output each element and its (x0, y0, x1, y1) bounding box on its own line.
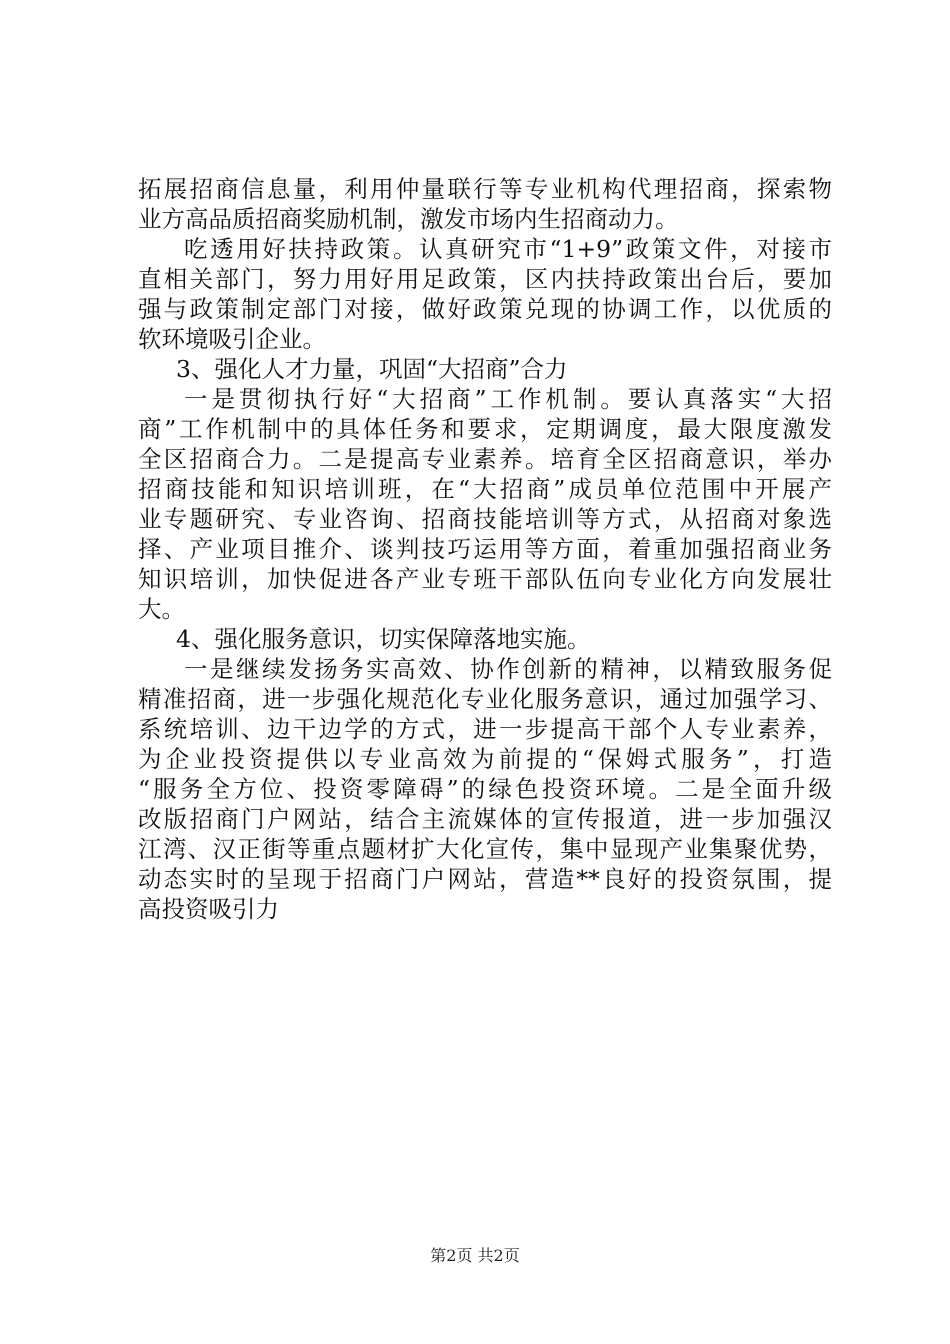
section-heading: 3、强化人才力量，巩固“大招商”合力 (176, 355, 568, 383)
paragraph-first-line: 一是继续发扬务实高效、协作创新的精神，以精致服务促 (184, 655, 832, 683)
text-line: 直相关部门，努力用好用足政策，区内扶持政策出台后，要加 (138, 265, 832, 293)
text-line: 业方高品质招商奖励机制，激发市场内生招商动力。 (138, 205, 679, 233)
text-line: 动态实时的呈现于招商门户网站，营造**良好的投资氛围，提 (138, 865, 832, 893)
text-line: 大。 (138, 595, 185, 623)
text-line: 系统培训、边干边学的方式，进一步提高干部个人专业素养， (138, 715, 832, 743)
text-line: 业专题研究、专业咨询、招商技能培训等方式，从招商对象选 (138, 505, 832, 533)
text-line: 择、产业项目推介、谈判技巧运用等方面，着重加强招商业务 (138, 535, 832, 563)
text-line: 改版招商门户网站，结合主流媒体的宣传报道，进一步加强汉 (138, 805, 832, 833)
text-line: 软环境吸引企业。 (138, 325, 326, 353)
text-line: 招商技能和知识培训班，在“大招商”成员单位范围中开展产 (138, 475, 832, 503)
text-line: “服务全方位、投资零障碍”的绿色投资环境。二是全面升级 (138, 775, 832, 803)
document-body (138, 174, 832, 924)
text-line: 商”工作机制中的具体任务和要求，定期调度，最大限度激发 (138, 415, 832, 443)
text-line: 全区招商合力。二是提高专业素养。培育全区招商意识，举办 (138, 445, 832, 473)
text-line: 知识培训，加快促进各产业专班干部队伍向专业化方向发展壮 (138, 565, 832, 593)
page-indicator: 第2页 共2页 (430, 1246, 520, 1265)
text-line: 江湾、汉正街等重点题材扩大化宣传，集中显现产业集聚优势， (138, 835, 832, 863)
page-footer (0, 1243, 950, 1266)
text-line: 高投资吸引力 (138, 895, 279, 923)
text-line: 精准招商，进一步强化规范化专业化服务意识，通过加强学习、 (138, 685, 832, 713)
text-line: 强与政策制定部门对接，做好政策兑现的协调工作，以优质的 (138, 295, 832, 323)
section-heading: 4、强化服务意识，切实保障落地实施。 (176, 625, 591, 653)
text-line: 拓展招商信息量，利用仲量联行等专业机构代理招商，探索物 (138, 175, 832, 203)
text-line: 为企业投资提供以专业高效为前提的“保姆式服务”，打造 (138, 745, 832, 773)
paragraph-first-line: 吃透用好扶持政策。认真研究市“1+9”政策文件，对接市 (184, 235, 832, 263)
paragraph-first-line: 一是贯彻执行好“大招商”工作机制。要认真落实“大招 (184, 385, 832, 413)
